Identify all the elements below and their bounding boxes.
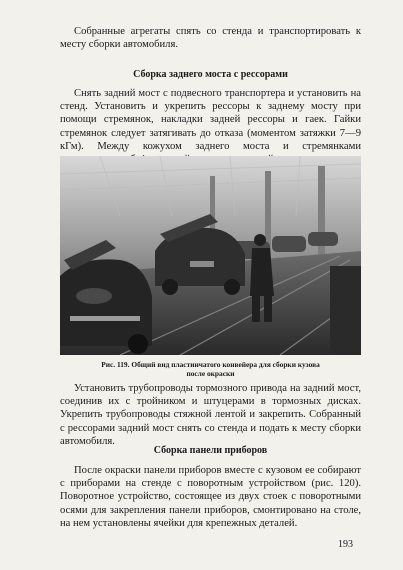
paragraph-dashboard: После окраски панели приборов вместе с кузовом ее собирают с приборами на стенде с поворотным устройством (рис. 120). Поворотное устройство, состоящее из двух стоек с поворотными осями для закрепления панели приборов, смонтировано на столе, на нем установлены ячейки для крепежных деталей. (60, 465, 361, 529)
heading-rear-axle: Сборка заднего моста с рессорами (133, 69, 288, 80)
figure-caption-line2: после окраски (186, 369, 235, 378)
intro-paragraph: Собранные агрегаты спять со стенда и транспортировать к месту сборки автомобиля. (60, 26, 361, 51)
figure-assembly-conveyor-photo (60, 156, 361, 355)
paragraph-rear-axle: Снять задний мост с подвесного транспортера и установить на стенд. Установить и укрепить рессоры к заднему мосту при помощи стремянок, накладки задней рессоры и гаек. Гайки стремянок следует затягивать до отказа (моментом затяжки 7—9 кГм). Между кожухом заднего моста и стремянками (60, 88, 361, 152)
paragraph-brake-lines: Установить трубопроводы тормозного привода на задний мост, соединив их с тройником и штуцерами в тормозных дисках. Укрепить трубопроводы стяжной лентой и закрепить. Собранный с рессорами задний мост снять со стенда и подать к месту сборки автомобиля. (60, 383, 361, 447)
figure-caption-line1: Рис. 119. Общий вид пластинчатого конвейера для сборки кузова (101, 360, 320, 369)
factory-photo-illustration (60, 156, 361, 355)
heading-dashboard: Сборка панели приборов (153, 445, 268, 456)
page-number: 193 (338, 539, 353, 550)
